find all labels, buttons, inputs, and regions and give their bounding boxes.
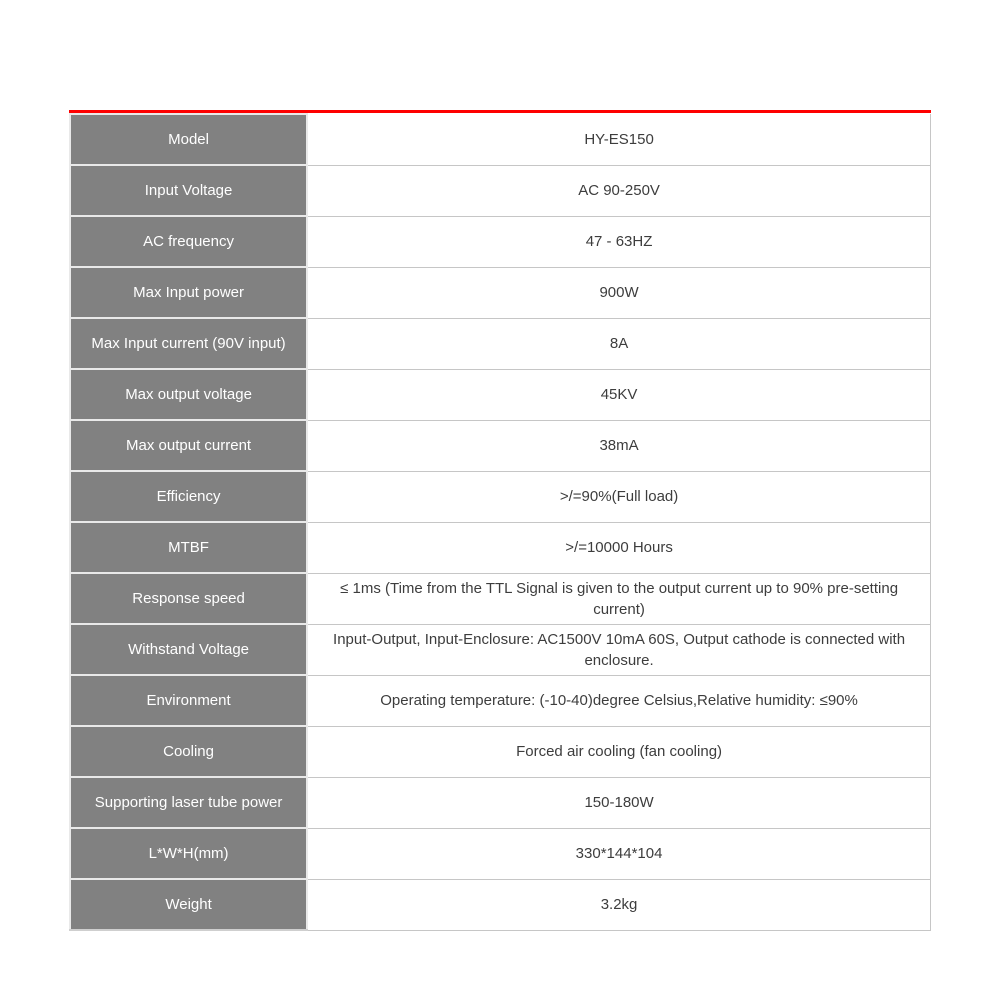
spec-value-cell: Operating temperature: (-10-40)degree Celsius,Relative humidity: ≤90% bbox=[307, 675, 930, 726]
spec-row bbox=[70, 267, 931, 318]
spec-label-cell: Withstand Voltage bbox=[70, 624, 307, 675]
spec-row bbox=[70, 573, 931, 624]
spec-label-cell: Max Input current (90V input) bbox=[70, 318, 307, 369]
spec-label-cell: Environment bbox=[70, 675, 307, 726]
spec-label-cell: Max output voltage bbox=[70, 369, 307, 420]
spec-label-cell: Max output current bbox=[70, 420, 307, 471]
spec-label-cell: Cooling bbox=[70, 726, 307, 777]
spec-label-cell: MTBF bbox=[70, 522, 307, 573]
spec-row bbox=[70, 318, 931, 369]
spec-value-cell: HY-ES150 bbox=[307, 114, 930, 165]
spec-value-cell: 8A bbox=[307, 318, 930, 369]
spec-table-body bbox=[70, 114, 931, 930]
spec-row bbox=[70, 675, 931, 726]
spec-row bbox=[70, 522, 931, 573]
spec-value-cell: >/=90%(Full load) bbox=[307, 471, 930, 522]
spec-row bbox=[70, 879, 931, 930]
spec-value-cell: Forced air cooling (fan cooling) bbox=[307, 726, 930, 777]
spec-row bbox=[70, 471, 931, 522]
spec-value-cell: 3.2kg bbox=[307, 879, 930, 930]
spec-row bbox=[70, 369, 931, 420]
spec-label-cell: Response speed bbox=[70, 573, 307, 624]
spec-value-cell: 45KV bbox=[307, 369, 930, 420]
spec-label-cell: Max Input power bbox=[70, 267, 307, 318]
spec-row bbox=[70, 420, 931, 471]
spec-label-cell: Input Voltage bbox=[70, 165, 307, 216]
spec-label-cell: Efficiency bbox=[70, 471, 307, 522]
spec-label-cell: Model bbox=[70, 114, 307, 165]
spec-value-cell: 38mA bbox=[307, 420, 930, 471]
spec-value-cell: AC 90-250V bbox=[307, 165, 930, 216]
spec-value-cell: 330*144*104 bbox=[307, 828, 930, 879]
spec-row bbox=[70, 114, 931, 165]
spec-sheet bbox=[69, 110, 931, 931]
spec-value-cell: 47 - 63HZ bbox=[307, 216, 930, 267]
spec-row bbox=[70, 828, 931, 879]
spec-row bbox=[70, 726, 931, 777]
spec-row bbox=[70, 777, 931, 828]
spec-row bbox=[70, 624, 931, 675]
spec-value-cell: Input-Output, Input-Enclosure: AC1500V 10mA 60S, Output cathode is connected with enclosure. bbox=[307, 624, 930, 675]
spec-row bbox=[70, 165, 931, 216]
spec-value-cell: ≤ 1ms (Time from the TTL Signal is given to the output current up to 90% pre-setting current) bbox=[307, 573, 930, 624]
spec-label-cell: L*W*H(mm) bbox=[70, 828, 307, 879]
spec-value-cell: 900W bbox=[307, 267, 930, 318]
spec-label-cell: Supporting laser tube power bbox=[70, 777, 307, 828]
spec-row bbox=[70, 216, 931, 267]
spec-table bbox=[69, 113, 931, 931]
spec-value-cell: 150-180W bbox=[307, 777, 930, 828]
spec-label-cell: AC frequency bbox=[70, 216, 307, 267]
spec-value-cell: >/=10000 Hours bbox=[307, 522, 930, 573]
spec-label-cell: Weight bbox=[70, 879, 307, 930]
